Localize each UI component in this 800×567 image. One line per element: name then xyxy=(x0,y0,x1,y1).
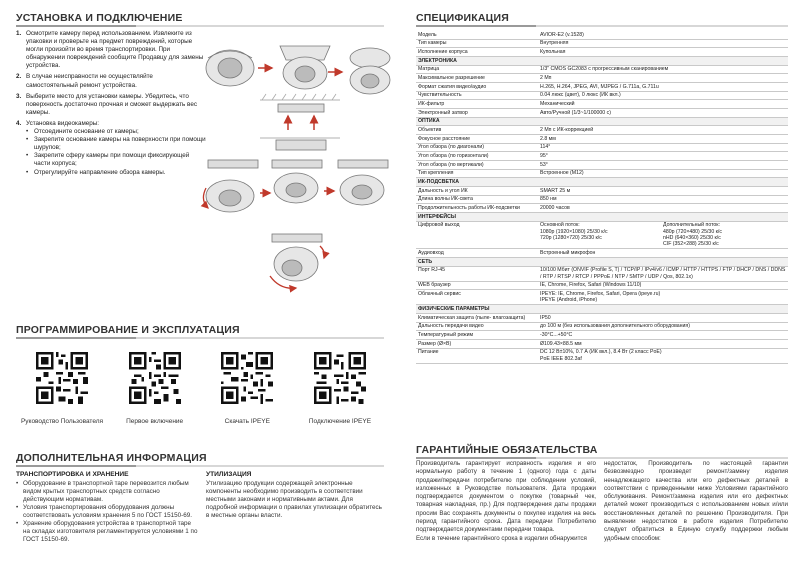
substep: • Отсоедините основание от камеры; xyxy=(26,128,139,136)
spec-row xyxy=(416,266,788,281)
spec-key: Аудиовход xyxy=(416,249,538,258)
spec-key: Размер (Ø×В) xyxy=(416,339,538,348)
spec-value: 53° xyxy=(538,161,788,170)
spec-value: 2.8 мм xyxy=(538,135,788,144)
spec-key: Облачный сервис xyxy=(416,290,538,305)
spec-row xyxy=(416,39,788,48)
ceiling-mount-illustration xyxy=(260,94,340,150)
spec-row xyxy=(416,221,788,249)
spec-row xyxy=(416,169,788,178)
step-2: 2. В случае неисправности не осуществляйте самостоятельный ремонт устройства. xyxy=(16,73,153,89)
spec-group-label: ОПТИКА xyxy=(416,117,788,126)
spec-row xyxy=(416,126,788,135)
spec-group-row xyxy=(416,305,788,314)
spec-key: Дальность передачи видео xyxy=(416,322,538,331)
spec-key: Максимальное разрешение xyxy=(416,74,538,83)
spec-row xyxy=(416,249,788,258)
spec-value xyxy=(538,221,788,249)
substep: • Отрегулируйте направление обзора камеры. xyxy=(26,168,166,176)
spec-value: IPEYE: IE, Chrome, Firefox, Safari, Opera (ipeye.ru) IPEYE (Android, iPhone) xyxy=(538,290,788,305)
spec-row xyxy=(416,100,788,109)
spec-value: Внутренняя xyxy=(538,39,788,48)
spec-table xyxy=(416,31,788,364)
warranty-title: ГАРАНТИЙНЫЕ ОБЯЗАТЕЛЬСТВА xyxy=(416,444,598,456)
programming-title: ПРОГРАММИРОВАНИЕ И ЭКСПЛУАТАЦИЯ xyxy=(16,324,240,336)
spec-row xyxy=(416,290,788,305)
spec-key: Объектив xyxy=(416,126,538,135)
spec-key: Тип крепления xyxy=(416,169,538,178)
spec-key: Климатическая защита (пыле- влагозащита) xyxy=(416,313,538,322)
qr-code-icon xyxy=(221,352,273,404)
qr-first-launch[interactable] xyxy=(111,352,199,425)
spec-value: SMART 25 м xyxy=(538,187,788,196)
spec-main-stream: Основной поток: 1080p (1920×1080) 25/30 к/с 720p (1280×720) 25/30 к/с xyxy=(540,222,608,242)
spec-value: Встроенное (M12) xyxy=(538,169,788,178)
spec-value: 10/100 Мбит (ONVIF (Profile S, T) / TCP/IP / IPv4/v6 / ICMP / HTTP / HTTPS / FTP / DHCP / DNS / DDNS / RTP / RTSP / RTCP / PPPoE / NTP / SMTP / UDP / Qos, 802.1x) xyxy=(538,266,788,281)
spec-value: Купольная xyxy=(538,48,788,57)
spec-row xyxy=(416,74,788,83)
qr-user-manual[interactable] xyxy=(18,352,106,425)
spec-value: 2 Мп xyxy=(538,74,788,83)
dome-camera-illustration-1 xyxy=(206,50,254,86)
spec-row xyxy=(416,91,788,100)
spec-row xyxy=(416,48,788,57)
spec-row xyxy=(416,187,788,196)
qr-caption: Руководство Пользователя xyxy=(20,418,104,425)
spec-row xyxy=(416,331,788,340)
transport-info xyxy=(16,480,198,544)
spec-key: WEB браузер xyxy=(416,281,538,290)
spec-row xyxy=(416,204,788,213)
warranty-text-col1: Производитель гарантирует исправность изделия и его нормальную работу в течение 1 (одного) года с даты продажи/передачи потребителю при соблюдении условий, изложенных в Руководстве пользователя. Дата продажи подтверждается документом о покупке (товарный чек, товарная накладная, пр.) Для подтверждения даты продажи просим Вас сохранять документы о покупке изделия на весь период гарантийного срока. Дата передачи Потребителю подтверждается документами передачи товара. Если в течение гарантийного срока в изделии обнаружится xyxy=(416,460,596,542)
transport-item: • Условия транспортирования оборудования должны соответствовать условиям хранения 5 по ГОСТ 15150-69. xyxy=(16,504,192,519)
qr-code-icon xyxy=(129,352,181,404)
adjust-direction-illustration xyxy=(270,234,325,288)
spec-group-row xyxy=(416,57,788,66)
spec-key: Угол обзора (по вертикали) xyxy=(416,161,538,170)
spec-value: 850 нм xyxy=(538,195,788,204)
spec-group-row xyxy=(416,213,788,222)
spec-key: Модель xyxy=(416,31,538,39)
substep: • Закрепите основание камеры на поверхности при помощи шурупов; xyxy=(26,136,206,152)
spec-row xyxy=(416,109,788,118)
dome-camera-illustration-3 xyxy=(350,48,390,94)
spec-row xyxy=(416,152,788,161)
qr-code-icon xyxy=(36,352,88,404)
spec-value: H.265, H.264, JPEG, AVI, MJPEG / G.711a, G.711u xyxy=(538,83,788,92)
spec-value: до 100 м (без использования дополнительного оборудования) xyxy=(538,322,788,331)
spec-group-label: ИК-ПОДСВЕТКА xyxy=(416,178,788,187)
installation-illustrations xyxy=(200,28,395,293)
spec-value: IE, Chrome, Firefox, Safari (Windows 11/10) xyxy=(538,281,788,290)
spec-value: -30°C...+50°C xyxy=(538,331,788,340)
spec-row xyxy=(416,313,788,322)
extra-divider xyxy=(16,465,384,467)
qr-codes-row xyxy=(18,352,384,425)
spec-row xyxy=(416,348,788,363)
spec-group-label: СЕТЬ xyxy=(416,258,788,267)
spec-value: Механический xyxy=(538,100,788,109)
disposal-text: Утилизацию продукции содержащей электронные компоненты необходимо производить в соответствии местными законами и нормативными актами. Для подробной информации о правилах утилизации обратитесь в местные органы власти. xyxy=(206,480,382,519)
spec-key: Продолжительность работы ИК-подсветки xyxy=(416,204,538,213)
spec-row xyxy=(416,195,788,204)
disposal-title: УТИЛИЗАЦИЯ xyxy=(206,471,252,478)
spec-key: Чувствительность xyxy=(416,91,538,100)
spec-row xyxy=(416,31,788,39)
spec-key: Порт RJ-45 xyxy=(416,266,538,281)
transport-item: • Хранение оборудования устройства в транспортной таре на складах изготовителя регламентируется условиями 1 по ГОСТ 15150-69. xyxy=(16,520,198,543)
right-column xyxy=(400,0,800,567)
step-1: 1. Осмотрите камеру перед использованием. Извлеките из упаковки и проверьте на предмет повреждений, которые могли произойти во время транспортировки. При обнаружении повреждений сообщите Продавцу для замены устройства. xyxy=(16,30,204,70)
spec-value: IP50 xyxy=(538,313,788,322)
spec-value: Ø109.43×88.5 мм xyxy=(538,339,788,348)
spec-value: 114° xyxy=(538,143,788,152)
dome-camera-illustration-2 xyxy=(280,46,330,89)
spec-key: Матрица xyxy=(416,65,538,74)
spec-group-row xyxy=(416,178,788,187)
transport-item: • Оборудование в транспортной таре перевозится любым видом крытых транспортных средств согласно действующим нормативам. xyxy=(16,480,189,503)
spec-key: Дальность и угол ИК xyxy=(416,187,538,196)
spec-group-row xyxy=(416,117,788,126)
spec-group-label: ЭЛЕКТРОНИКА xyxy=(416,57,788,66)
spec-key: Исполнение корпуса xyxy=(416,48,538,57)
qr-connect-ipeye[interactable] xyxy=(296,352,384,425)
spec-value: DC 12 В±10%, 0.7 А (ИК вкл.), 8.4 Вт (2 класс PoE) PoE IEEE 802.3af xyxy=(538,348,788,363)
warranty-text-col2: недостаток, Производитель по настоящей гарантии безвозмездно произведет ремонт/замену изделия ненадлежащего качества или его дефектных деталей в соответствии с приведенными ниже Условиями гарантийного обслуживания. Ремонт/замена изделия или его дефектных деталей может производиться с использованием новых и/или восстановленных деталей по решению Производителя. При выявлении недостатков в работе изделия Потребителю следует обратиться в Единую службу поддержки любым удобным способом: xyxy=(604,460,788,542)
spec-value: 1/3" CMOS GC2083 с прогрессивным сканированием xyxy=(538,65,788,74)
install-steps xyxy=(16,30,206,177)
qr-caption: Скачать IPEYE xyxy=(224,418,270,425)
spec-row xyxy=(416,322,788,331)
step-4: 4. Установка видеокамеры: xyxy=(16,119,100,127)
mounting-sequence-illustration xyxy=(203,160,388,212)
qr-caption: Первое включение xyxy=(126,418,184,425)
spec-row xyxy=(416,281,788,290)
spec-key: ИК-фильтр xyxy=(416,100,538,109)
extra-title: ДОПОЛНИТЕЛЬНАЯ ИНФОРМАЦИЯ xyxy=(16,452,207,464)
spec-title: СПЕЦИФИКАЦИЯ xyxy=(416,12,510,24)
spec-value: Встроенный микрофон xyxy=(538,249,788,258)
spec-value: 2 Мп с ИК-коррекцией xyxy=(538,126,788,135)
spec-group-label: ФИЗИЧЕСКИЕ ПАРАМЕТРЫ xyxy=(416,305,788,314)
spec-key: Питание xyxy=(416,348,538,363)
programming-divider xyxy=(16,337,384,339)
spec-value: Авто/Ручной (1/3~1/100000 с) xyxy=(538,109,788,118)
transport-title: ТРАНСПОРТИРОВКА И ХРАНЕНИЕ xyxy=(16,471,129,478)
spec-key: Электронный затвор xyxy=(416,109,538,118)
qr-caption: Подключение IPEYE xyxy=(308,418,372,425)
spec-key: Формат сжатия видео/аудио xyxy=(416,83,538,92)
spec-sub-stream: Дополнительный поток: 480p (720×480) 25/30 к/с nHD (640×360) 25/30 к/с CIF (352×288) 25/30 к/с xyxy=(663,222,722,248)
spec-row xyxy=(416,135,788,144)
spec-group-label: ИНТЕРФЕЙСЫ xyxy=(416,213,788,222)
spec-key: Угол обзора (по диагонали) xyxy=(416,143,538,152)
spec-key: Угол обзора (по горизонтали) xyxy=(416,152,538,161)
step-3: 3. Выберите место для установки камеры. Убедитесь, что поверхность достаточно прочная и сможет выдержать вес камеры. xyxy=(16,92,197,116)
spec-row xyxy=(416,339,788,348)
install-substeps xyxy=(26,128,206,177)
spec-key: Температурный режим xyxy=(416,331,538,340)
spec-key: Тип камеры xyxy=(416,39,538,48)
spec-key: Длина волны ИК-света xyxy=(416,195,538,204)
spec-value: 95° xyxy=(538,152,788,161)
spec-row xyxy=(416,65,788,74)
spec-group-row xyxy=(416,258,788,267)
spec-divider xyxy=(416,25,788,27)
spec-row xyxy=(416,83,788,92)
spec-value: 0.04 люкс (цвет), 0 люкс (ИК вкл.) xyxy=(538,91,788,100)
substep: • Закрепите сферу камеры при помощи фиксирующей части корпуса; xyxy=(26,152,190,168)
qr-code-icon xyxy=(314,352,366,404)
spec-key: Фокусное расстояние xyxy=(416,135,538,144)
install-title: УСТАНОВКА И ПОДКЛЮЧЕНИЕ xyxy=(16,12,183,24)
warranty-divider xyxy=(416,457,788,459)
qr-download-ipeye[interactable] xyxy=(203,352,291,425)
spec-value: 20000 часов xyxy=(538,204,788,213)
spec-key: Цифровой выход xyxy=(416,221,538,249)
spec-value: AVIOR-E2 (v.1528) xyxy=(538,31,788,39)
install-divider xyxy=(16,25,384,27)
spec-row xyxy=(416,143,788,152)
spec-row xyxy=(416,161,788,170)
